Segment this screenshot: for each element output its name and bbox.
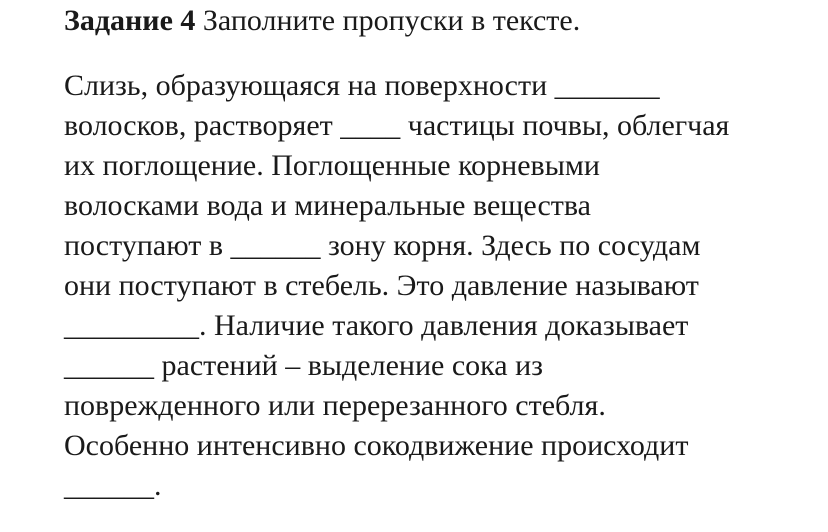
text-line: ______. <box>64 469 162 502</box>
text-line: они поступают в стебель. Это давление называют <box>64 269 699 302</box>
text-line: поступают в ______ зону корня. Здесь по сосудам <box>64 229 701 262</box>
task-instruction: Заполните пропуски в тексте. <box>202 4 581 37</box>
text-line: волосков, растворяет ____ частицы почвы, облегчая <box>64 109 730 142</box>
task-label: Задание 4 <box>64 4 196 37</box>
text-line: Слизь, образующаяся на поверхности _______ <box>64 69 660 102</box>
text-line: _________. Наличие такого давления доказывает <box>64 309 689 342</box>
task-page <box>64 0 820 532</box>
text-line: ______ растений – выделение сока из <box>64 349 543 382</box>
text-line: поврежденного или перерезанного стебля. <box>64 389 606 422</box>
text-line: Особенно интенсивно сокодвижение происходит <box>64 429 689 462</box>
task-text <box>64 66 820 506</box>
text-line: волосками вода и минеральные вещества <box>64 189 591 222</box>
task-heading <box>64 4 580 38</box>
text-line: их поглощение. Поглощенные корневыми <box>64 149 600 182</box>
